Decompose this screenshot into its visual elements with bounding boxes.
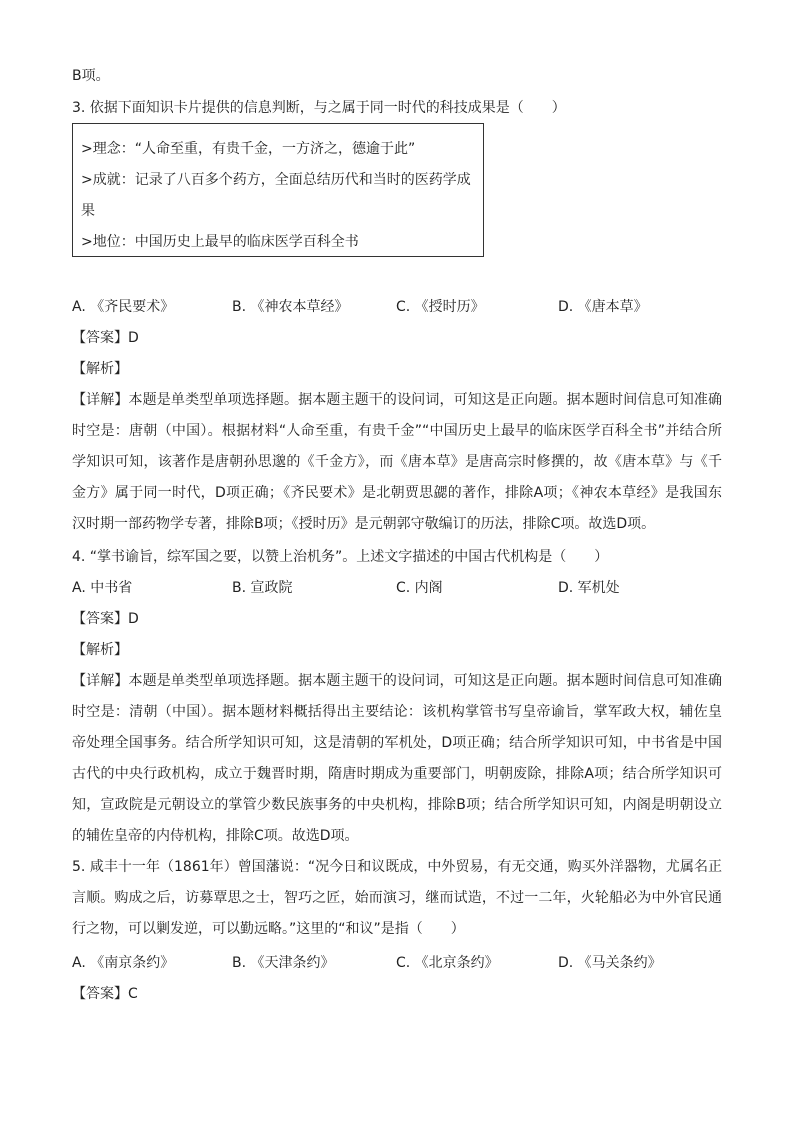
question-4-answer: 【答案】D [72, 611, 139, 627]
question-3-analysis-label: 【解析】 [72, 361, 128, 377]
option-b: B. 《神农本草经》 [232, 299, 349, 315]
option-d: D. 《唐本草》 [558, 299, 648, 315]
knowledge-card [72, 123, 484, 257]
question-5-options [72, 953, 732, 973]
card-line-concept: >理念：“人命至重，有贵千金，一方济之，德逾于此” [81, 141, 416, 157]
option-c: C. 内阁 [396, 580, 443, 596]
option-a: A. 《南京条约》 [72, 955, 175, 971]
question-4-stem: 4. “掌书谕旨，综军国之要，以赞上治机务”。上述文字描述的中国古代机构是（ ） [72, 549, 609, 565]
previous-fragment: B项。 [72, 68, 110, 84]
option-b: B. 宣政院 [232, 580, 293, 596]
question-4-analysis-label: 【解析】 [72, 642, 128, 658]
question-4-options [72, 578, 732, 598]
option-c: C. 《北京条约》 [396, 955, 499, 971]
option-d: D. 《马关条约》 [558, 955, 662, 971]
question-3-answer: 【答案】D [72, 330, 139, 346]
option-d: D. 军机处 [558, 580, 620, 596]
option-c: C. 《授时历》 [396, 299, 485, 315]
card-line-achievement: >成就：记录了八百多个药方，全面总结历代和当时的医药学成 [81, 172, 471, 188]
question-5-answer: 【答案】C [72, 986, 138, 1002]
question-3-analysis: 【详解】本题是单类型单项选择题。据本题主题干的设问词，可知这是正向题。据本题时间信息可知准确时空是：唐朝（中国）。根据材料“人命至重，有贵千金”“中国历史上最早的临床医学百科全书”并结合所学知识可知，该著作是唐朝孙思邈的《千金方》，而《唐本草》是唐高宗时修撰的，故《唐本草》与《千金方》属于同一时代，D项正确；《齐民要术》是北朝贾思勰的著作，排除A项；《神农本草经》是我国东汉时期一部药物学专著，排除B项；《授时历》是元朝郭守敬编订的历法，排除C项。故选D项。 [72, 392, 722, 532]
option-a: A. 中书省 [72, 580, 133, 596]
question-5-stem: 5. 咸丰十一年（1861年）曾国藩说：“况今日和议既成，中外贸易，有无交通，购买外洋器物，尤属名正言顺。购成之后，访募覃思之士，智巧之匠，始而演习，继而试造，不过一二年，火轮船必为中外官民通行之物，可以剿发逆，可以勤远略。”这里的“和议”是指（ ） [72, 859, 722, 937]
card-line-status: >地位：中国历史上最早的临床医学百科全书 [81, 234, 359, 250]
card-line-achievement-cont: 果 [81, 203, 95, 219]
question-3-stem: 3. 依据下面知识卡片提供的信息判断，与之属于同一时代的科技成果是（ ） [72, 100, 566, 116]
question-4-analysis: 【详解】本题是单类型单项选择题。据本题主题干的设问词，可知这是正向题。据本题时间信息可知准确时空是：清朝（中国）。据本题材料概括得出主要结论：该机构掌管书写皇帝谕旨，掌军政大权，辅佐皇帝处理全国事务。结合所学知识可知，这是清朝的军机处，D项正确；结合所学知识可知，中书省是中国古代的中央行政机构，成立于魏晋时期，隋唐时期成为重要部门，明朝废除，排除A项；结合所学知识可知，宣政院是元朝设立的掌管少数民族事务的中央机构，排除B项；结合所学知识可知，内阁是明朝设立的辅佐皇帝的内侍机构，排除C项。故选D项。 [72, 673, 722, 844]
option-b: B. 《天津条约》 [232, 955, 335, 971]
option-a: A. 《齐民要术》 [72, 299, 175, 315]
question-3-options [72, 297, 732, 317]
